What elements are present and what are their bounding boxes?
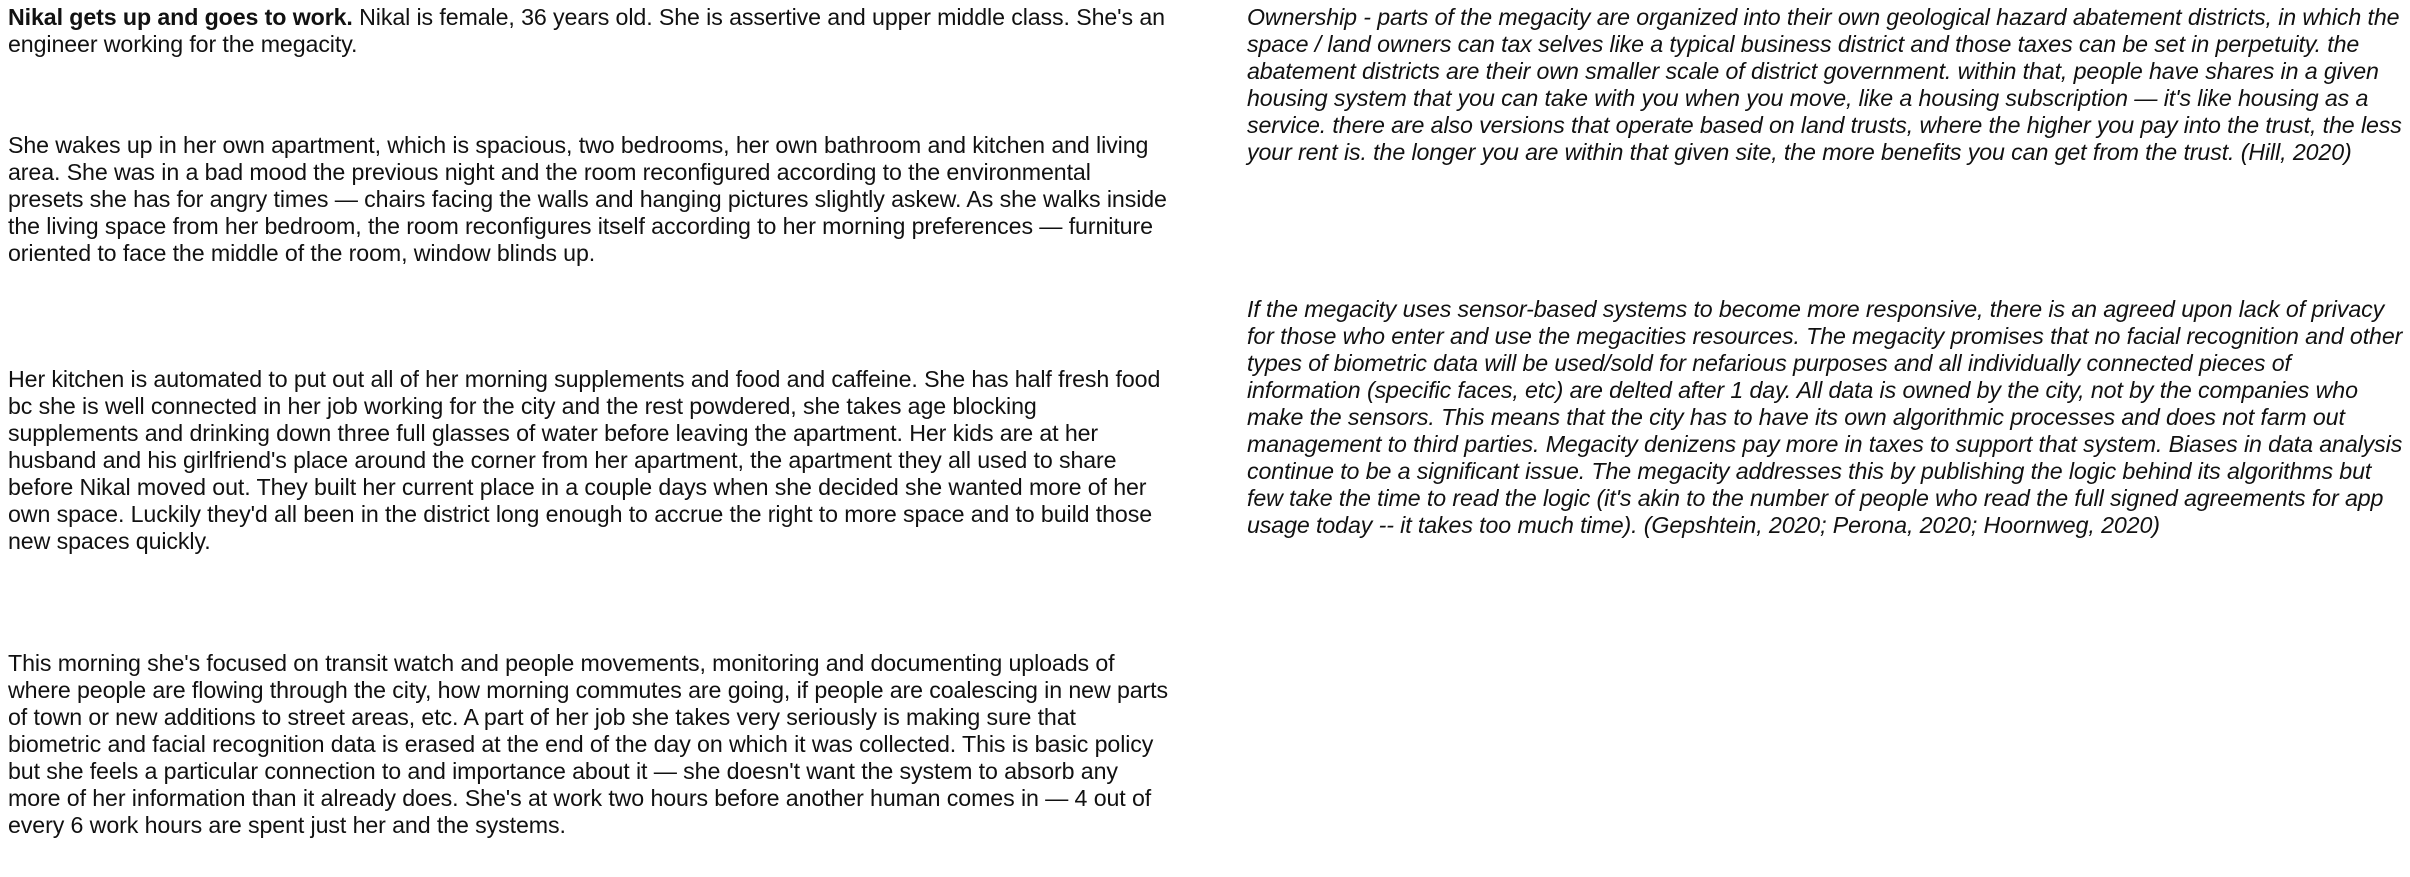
- work-paragraph: This morning she's focused on transit watch and people movements, monitoring and documenting uploads of where people are flowing through the city, how morning commutes are going, if people are coalescing in new parts of town or new additions to street areas, etc. A part of her job she takes very seriously is making sure that biometric and facial recognition data is erased at the end of the day on which it was collected. This is basic policy but she feels a particular connection to and importance about it — she doesn't want the system to absorb any more of her information than it already does. She's at work two hours before another human comes in — 4 out of every 6 work hours are spent just her and the systems.: [8, 650, 1168, 838]
- kitchen-paragraph: Her kitchen is automated to put out all of her morning supplements and food and caffeine. She has half fresh food bc she is well connected in her job working for the city and the rest powdered, she takes age blocking supplements and drinking down three full glasses of water before leaving the apartment. Her kids are at her husband and his girlfriend's place around the corner from her apartment, the apartment they all used to share before Nikal moved out. They built her current place in a couple days when she decided she wanted more of her own space. Luckily they'd all been in the district long enough to accrue the right to more space and to build those new spaces quickly.: [8, 366, 1161, 554]
- apartment-paragraph: She wakes up in her own apartment, which is spacious, two bedrooms, her own bathroom and kitchen and living area. She was in a bad mood the previous night and the room reconfigured according to the environmental presets she has for angry times — chairs facing the walls and hanging pictures slightly askew. As she walks inside the living space from her bedroom, the room reconfigures itself according to her morning preferences — furniture oriented to face the middle of the room, window blinds up.: [8, 132, 1167, 266]
- intro-paragraph: [8, 4, 1170, 58]
- intro-text: Nikal is female, 36 years old. She is assertive and upper middle class. She's an engineer working for the megacity.: [8, 4, 1165, 57]
- intro-lead: Nikal gets up and goes to work.: [8, 4, 353, 30]
- privacy-paragraph: If the megacity uses sensor-based systems to become more responsive, there is an agreed upon lack of privacy for those who enter and use the megacities resources. The megacity promises that no facial recognition and other types of biometric data will be used/sold for nefarious purposes and all individually connected pieces of information (specific faces, etc) are delted after 1 day. All data is owned by the city, not by the companies who make the sensors. This means that the city has to have its own algorithmic processes and does not farm out management to third parties. Megacity denizens pay more in taxes to support that system. Biases in data analysis continue to be a significant issue. The megacity addresses this by publishing the logic behind its algorithms but few take the time to read the logic (it's akin to the number of people who read the full signed agreements for app usage today -- it takes too much time). (Gepshtein, 2020; Perona, 2020; Hoornweg, 2020): [1247, 296, 2403, 538]
- ownership-paragraph: Ownership - parts of the megacity are organized into their own geological hazard abatement districts, in which the space / land owners can tax selves like a typical business district and those taxes can be set in perpetuity. the abatement districts are their own smaller scale of district government. within that, people have shares in a given housing system that you can take with you when you move, like a housing subscription — it's like housing as a service. there are also versions that operate based on land trusts, where the higher you pay into the trust, the less your rent is. the longer you are within that given site, the more benefits you can get from the trust. (Hill, 2020): [1247, 4, 2402, 165]
